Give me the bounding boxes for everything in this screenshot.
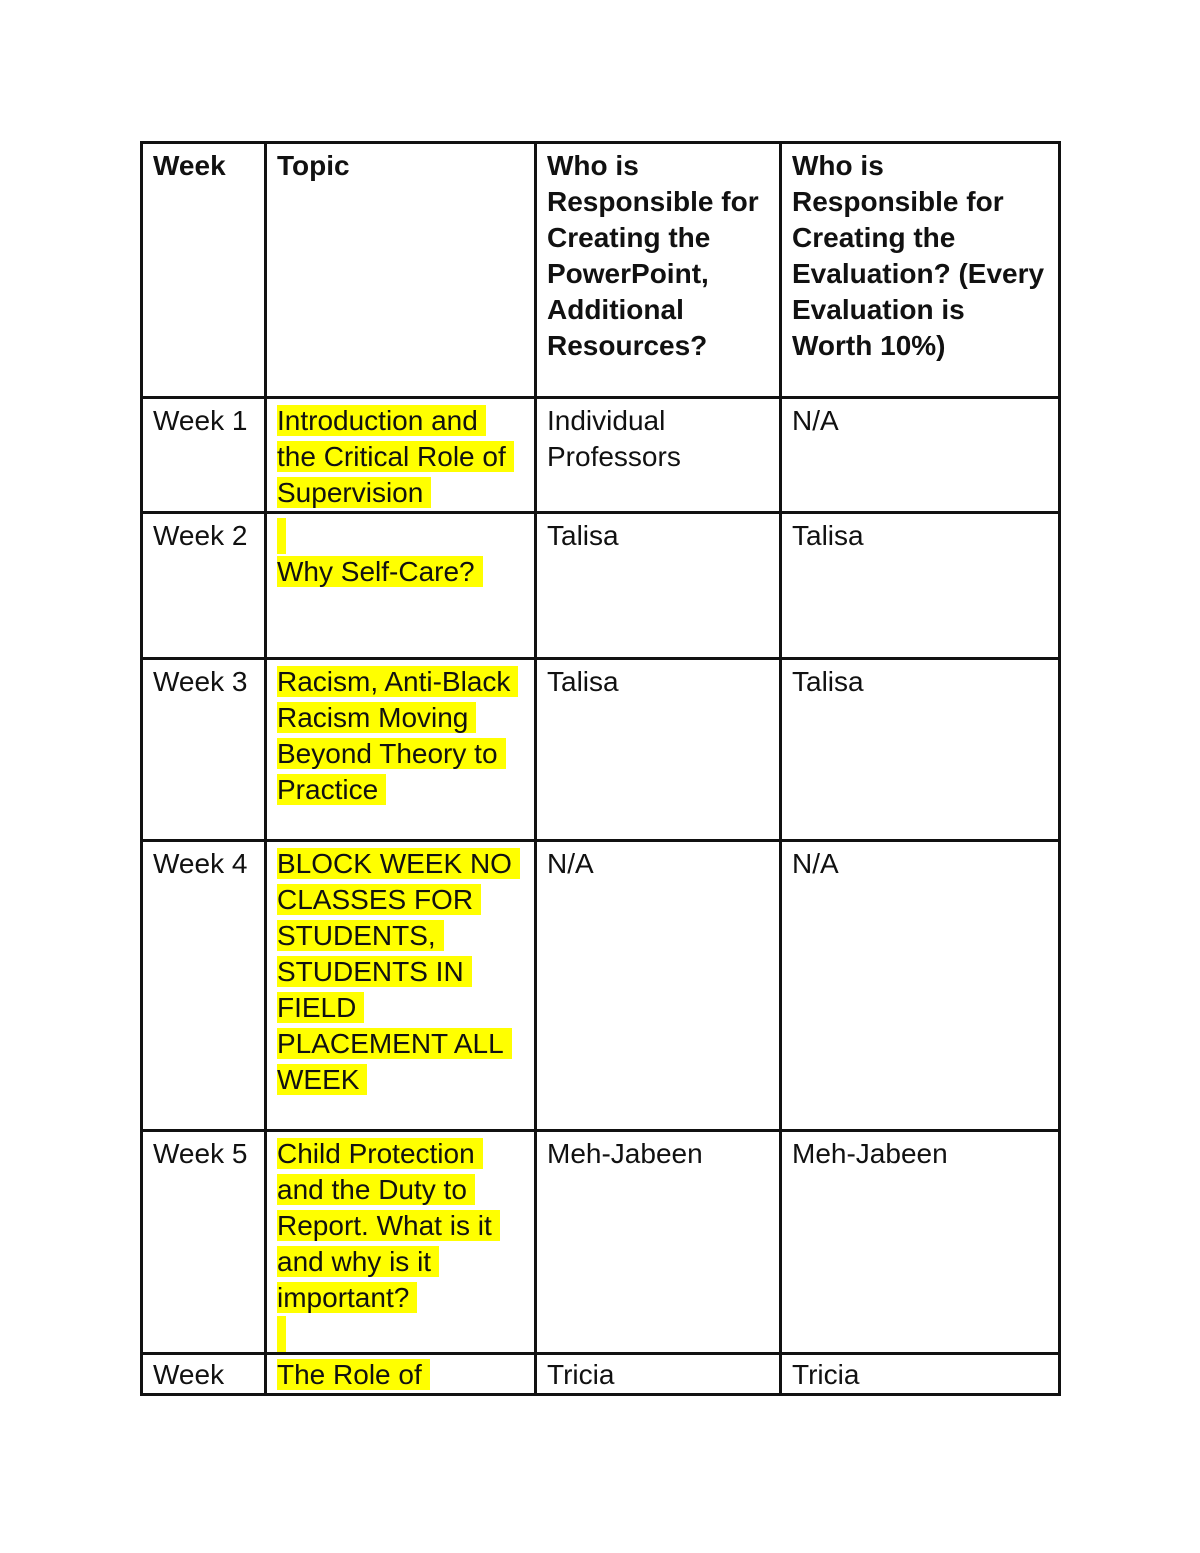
- highlight-mark: [277, 1316, 286, 1352]
- topic-text: The Role of: [277, 1359, 430, 1390]
- evaluation-cell: Talisa: [781, 659, 1060, 841]
- header-powerpoint: Who is Responsible for Creating the PowerPoint, Additional Resources?: [536, 143, 781, 398]
- week-cell: Week 5: [142, 1131, 266, 1354]
- evaluation-cell: Tricia: [781, 1354, 1060, 1395]
- table-header-row: [142, 143, 1060, 398]
- topic-text: Introduction and the Critical Role of Supervision: [277, 405, 514, 508]
- powerpoint-cell: Talisa: [536, 659, 781, 841]
- header-week: Week: [142, 143, 266, 398]
- topic-cell: [266, 1354, 536, 1395]
- topic-cell: [266, 398, 536, 513]
- evaluation-cell: Meh-Jabeen: [781, 1131, 1060, 1354]
- powerpoint-cell: N/A: [536, 841, 781, 1131]
- week-cell: Week 2: [142, 513, 266, 659]
- evaluation-cell: Talisa: [781, 513, 1060, 659]
- topic-text: BLOCK WEEK NO CLASSES FOR STUDENTS, STUDENTS IN FIELD PLACEMENT ALL WEEK: [277, 848, 520, 1095]
- topic-cell: [266, 659, 536, 841]
- week-cell: Week: [142, 1354, 266, 1395]
- highlight-mark: [277, 518, 286, 554]
- week-cell: Week 1: [142, 398, 266, 513]
- topic-cell: [266, 513, 536, 659]
- powerpoint-cell: Meh-Jabeen: [536, 1131, 781, 1354]
- topic-text: Why Self-Care?: [277, 556, 483, 587]
- schedule-table: [140, 141, 1061, 1396]
- topic-text: Child Protection and the Duty to Report. What is it and why is it important?: [277, 1138, 500, 1313]
- header-topic: Topic: [266, 143, 536, 398]
- topic-text: Racism, Anti-Black Racism Moving Beyond Theory to Practice: [277, 666, 518, 805]
- powerpoint-cell: Individual Professors: [536, 398, 781, 513]
- header-evaluation: Who is Responsible for Creating the Evaluation? (Every Evaluation is Worth 10%): [781, 143, 1060, 398]
- table-row: [142, 398, 1060, 513]
- table-row: [142, 659, 1060, 841]
- evaluation-cell: N/A: [781, 841, 1060, 1131]
- topic-cell: [266, 1131, 536, 1354]
- week-cell: Week 3: [142, 659, 266, 841]
- powerpoint-cell: Tricia: [536, 1354, 781, 1395]
- topic-cell: [266, 841, 536, 1131]
- table-row: [142, 841, 1060, 1131]
- week-cell: Week 4: [142, 841, 266, 1131]
- evaluation-cell: N/A: [781, 398, 1060, 513]
- powerpoint-cell: Talisa: [536, 513, 781, 659]
- table-row: [142, 1131, 1060, 1354]
- table-row: [142, 1354, 1060, 1395]
- table-row: [142, 513, 1060, 659]
